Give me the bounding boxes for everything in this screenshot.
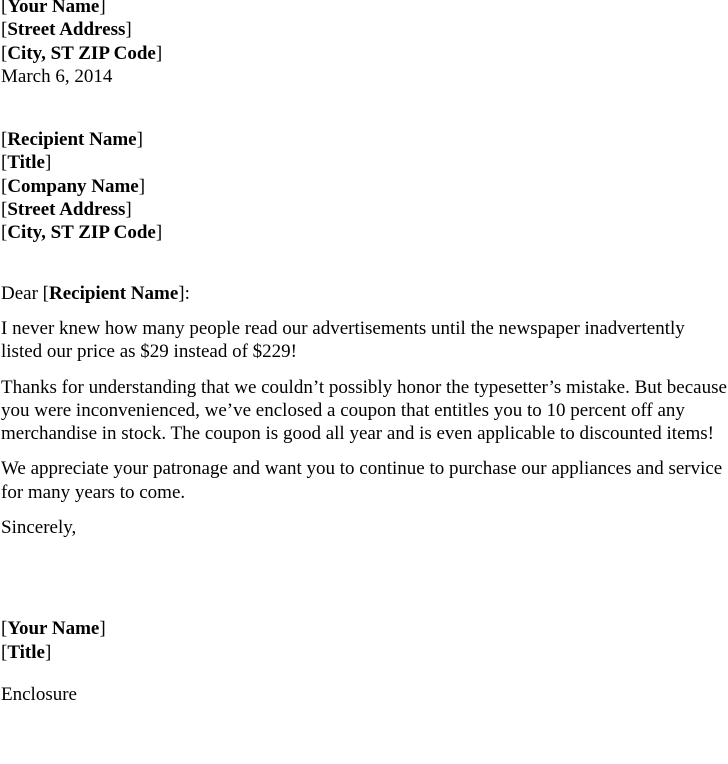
signature-title: [Title] xyxy=(1,641,52,663)
recipient-name: [Recipient Name] xyxy=(1,129,143,151)
body-paragraph-3: We appreciate your patronage and want you to continue to purchase our appliances and service for many years to come. xyxy=(1,458,723,503)
letter-document xyxy=(1,0,728,706)
salutation: Dear [Recipient Name]: xyxy=(1,282,190,304)
recipient-street: [Street Address] xyxy=(1,199,132,221)
closing: Sincerely, xyxy=(1,517,77,539)
recipient-company: [Company Name] xyxy=(1,175,146,197)
letter-date: March 6, 2014 xyxy=(1,65,113,87)
sender-city-state-zip: [City, ST ZIP Code] xyxy=(1,42,163,64)
sender-name: [Your Name] xyxy=(1,0,106,17)
recipient-title: [Title] xyxy=(1,152,52,174)
body-paragraph-2: Thanks for understanding that we couldn’t possibly honor the typesetter’s mistake. But because you were inconvenienced, we’ve enclosed a coupon that entitles you to 10 percent off any merchandise in stock. The coupon is good all year and is even applicable to discounted items! xyxy=(1,376,727,445)
enclosure-note: Enclosure xyxy=(1,683,77,705)
body-paragraph-1: I never knew how many people read our advertisements until the newspaper inadvertently listed our price as $29 instead of $229! xyxy=(1,317,685,363)
signature-block xyxy=(1,617,728,664)
signature-name: [Your Name] xyxy=(1,618,106,640)
sender-block xyxy=(1,0,728,88)
recipient-city-state-zip: [City, ST ZIP Code] xyxy=(1,222,163,244)
recipient-block xyxy=(1,128,728,244)
sender-street: [Street Address] xyxy=(1,19,132,41)
